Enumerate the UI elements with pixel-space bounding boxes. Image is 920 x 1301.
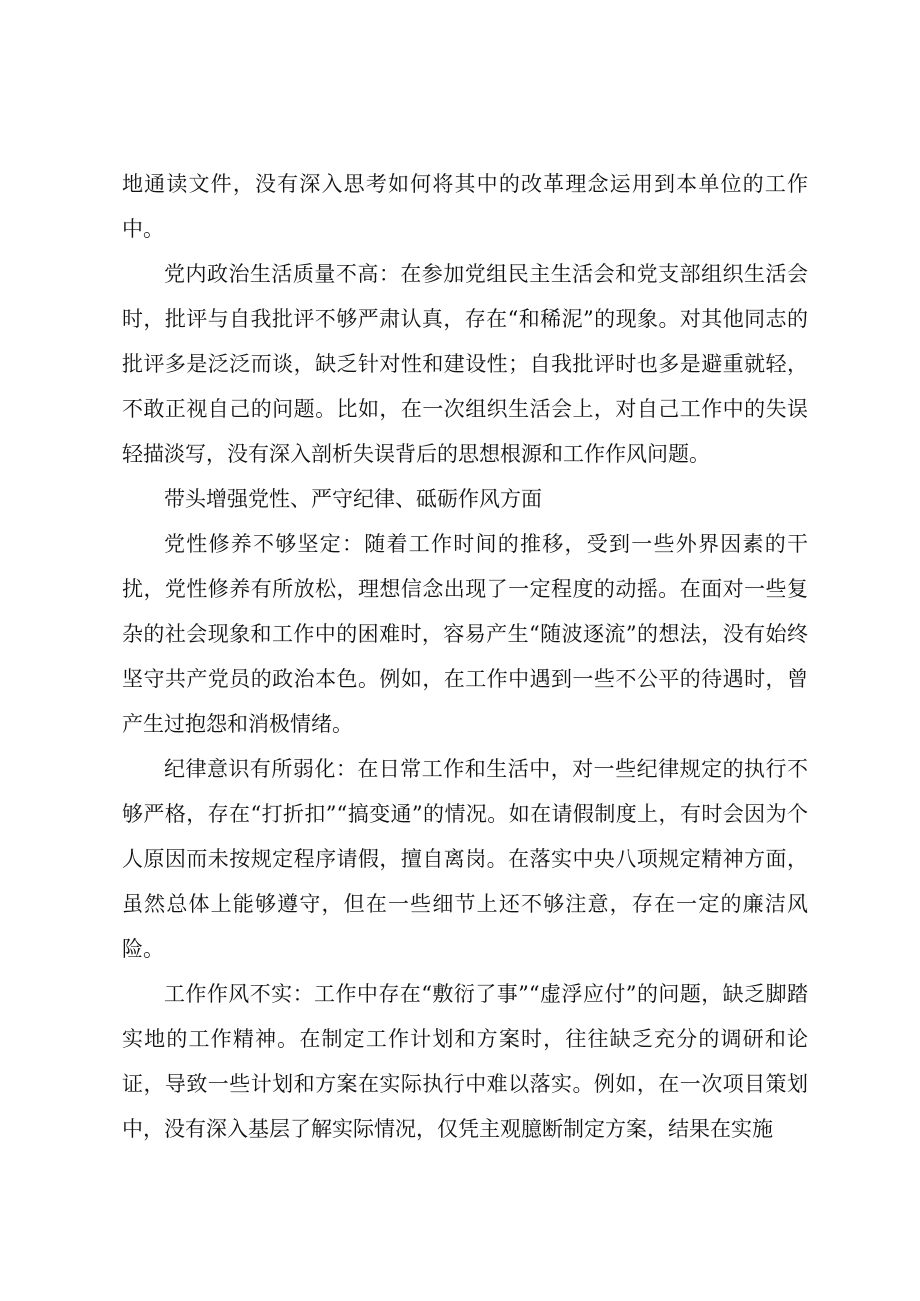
paragraph-continuation: 地通读文件，没有深入思考如何将其中的改革理念运用到本单位的工作中。	[122, 172, 808, 241]
paragraph-party-political-life: 党内政治生活质量不高：在参加党组民主生活会和党支部组织生活会时，批评与自我批评不够严肃认真，存在“和稀泥”的现象。对其他同志的批评多是泛泛而谈，缺乏针对性和建设性；自我批评时也多是避重就轻，不敢正视自己的问题。比如，在一次组织生活会上，对自己工作中的失误轻描淡写，没有深入剖析失误背后的思想根源和工作作风问题。	[122, 262, 808, 466]
paragraph-discipline: 纪律意识有所弱化：在日常工作和生活中，对一些纪律规定的执行不够严格，存在“打折扣”“搞变通”的情况。如在请假制度上，有时会因为个人原因而未按规定程序请假，擅自离岗。在落实中央八项规定精神方面，虽然总体上能够遵守，但在一些细节上还不够注意，存在一定的廉洁风险。	[122, 757, 808, 961]
paragraph-work-style: 工作作风不实：工作中存在“敷衍了事”“虚浮应付”的问题，缺乏脚踏实地的工作精神。在制定工作计划和方案时，往往缺乏充分的调研和论证，导致一些计划和方案在实际执行中难以落实。例如，在一次项目策划中，没有深入基层了解实际情况，仅凭主观臆断制定方案，结果在实施	[122, 982, 808, 1141]
paragraph-party-spirit: 党性修养不够坚定：随着工作时间的推移，受到一些外界因素的干扰，党性修养有所放松，理想信念出现了一定程度的动摇。在面对一些复杂的社会现象和工作中的困难时，容易产生“随波逐流”的想法，没有始终坚守共产党员的政治本色。例如，在工作中遇到一些不公平的待遇时，曾产生过抱怨和消极情绪。	[122, 532, 808, 736]
document-body	[122, 162, 808, 1152]
section-heading: 带头增强党性、严守纪律、砥砺作风方面	[164, 487, 542, 511]
